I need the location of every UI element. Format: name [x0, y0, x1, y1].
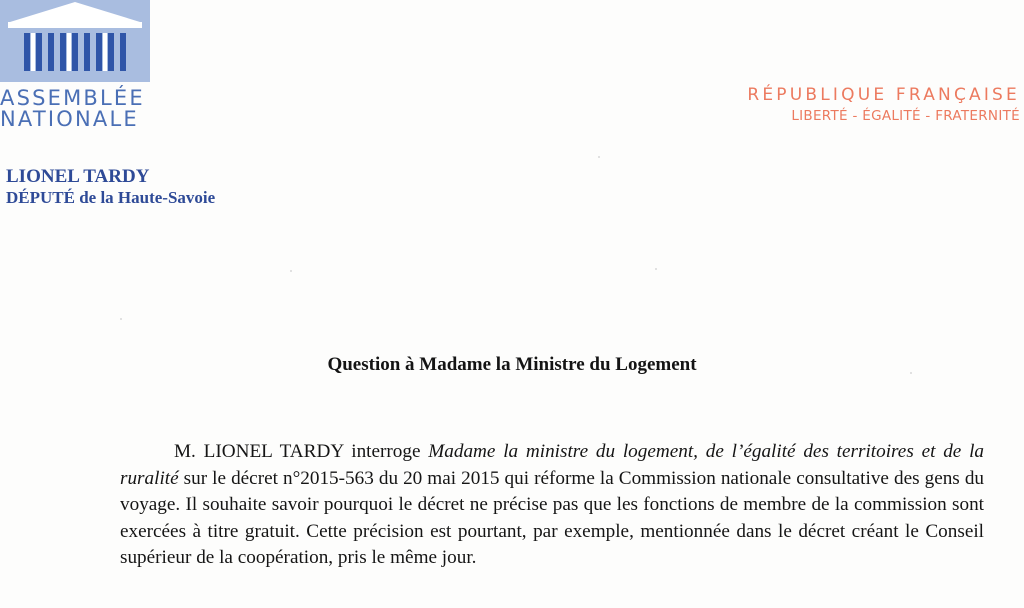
question-title: Question à Madame la Ministre du Logement	[327, 354, 697, 375]
republique-francaise-header	[747, 84, 1020, 126]
assemblee-nationale-building-icon	[0, 0, 150, 82]
question-body	[120, 439, 984, 572]
deputy-title: DÉPUTÉ de la Haute-Savoie	[6, 188, 216, 207]
deputy-block	[6, 166, 215, 208]
question-text: sur le décret n°2015-563 du 20 mai 2015 qui réforme la Commission nationale consultative des gens du voyage. Il souhaite savoir pourquoi le décret ne précise pas que les fonctions de membre de la commission sont exercées à titre gratuit. Cette précision est pourtant, par exemple, mentionnée dans le décret créant le Conseil supérieur de la coopération, pris le même jour.	[120, 467, 984, 568]
question-addressee: Madame la ministre du logement, de l’égalité des territoires et de la ruralité	[120, 441, 985, 489]
logo-text-line1: ASSEMBLÉE	[0, 86, 145, 110]
logo-text-line2: NATIONALE	[0, 107, 139, 131]
deputy-name: LIONEL TARDY	[6, 166, 150, 187]
republique-motto: LIBERTÉ - ÉGALITÉ - FRATERNITÉ	[791, 108, 1020, 124]
republique-title: RÉPUBLIQUE FRANÇAISE	[747, 85, 1020, 105]
assemblee-nationale-logo	[0, 0, 150, 132]
scan-speck	[120, 318, 122, 320]
scan-speck	[598, 156, 600, 158]
scan-speck	[290, 270, 292, 272]
scan-speck	[910, 372, 912, 374]
scan-speck	[655, 268, 657, 270]
question-intro: M. LIONEL TARDY interroge	[174, 441, 429, 462]
